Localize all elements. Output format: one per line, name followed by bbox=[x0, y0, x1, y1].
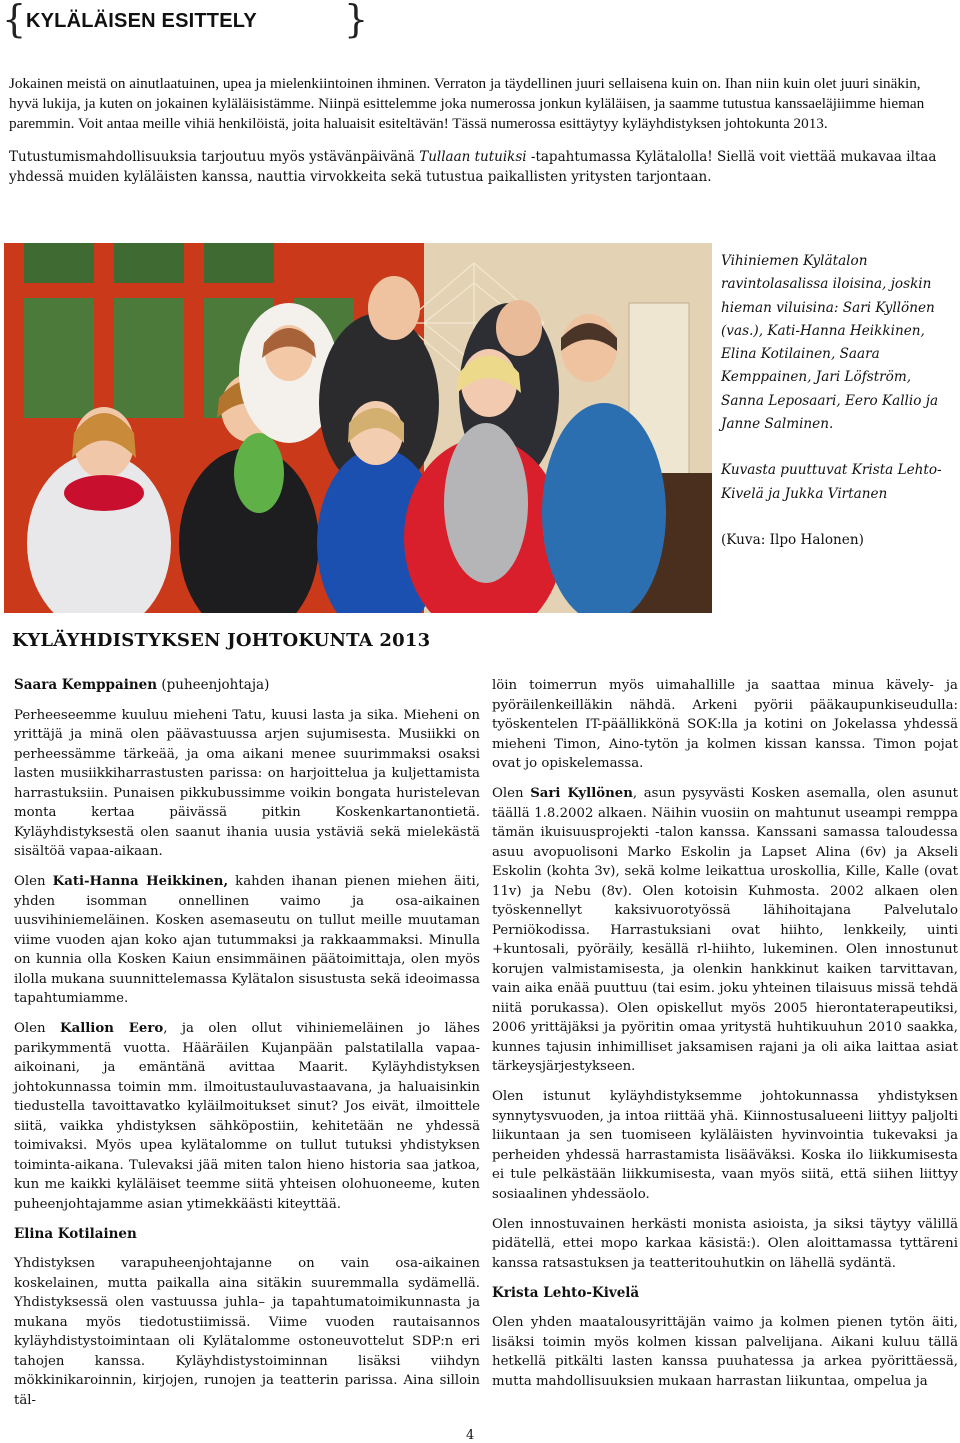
saara-bio: Perheeseemme kuuluu mieheni Tatu, kuusi lasta ja sika. Mieheni on yrittäjä ja minä olen päävastuussa arjen sujumisesta. Musiikki on perheessämme tärkeää, ja oma aikani menee suurimmaksi osaksi lasten musiikkiharrastusten parissa: on harjoittelua ja kuljettamista harrastuksiin. Punaisen pikkubussimme voikin bongata huristelevan monta kertaa päivässä pitkin Koskenkartanontietä. Kyläyhdistyksestä olen saanut ihania uusia ystäviä sekä mielekästä sisältöä vapaa-aikaan. bbox=[14, 707, 480, 859]
left-brace: { bbox=[2, 0, 27, 41]
sari-name: Sari Kyllönen bbox=[530, 786, 633, 801]
intro-paragraph-2 bbox=[9, 147, 953, 187]
elina-bio: Yhdistyksen varapuheenjohtajanne on vain osa-aikainen koskelainen, mutta paikalla aina sitäkin suuremmalla sydämellä. Yhdistyksessä olen vastuussa juhla– ja tapahtumatoimikunnasta ja mukana myös tiedotustiimissä. Viime vuoden rautaisannos kyläyhdistystoimintaan oli Kylätalomme ostoneuvottelut SDP:n eri tahojen kanssa. Kyläyhdistystoiminnan lisäksi viihdyn mökkinikaroinnin, kirjojen, runojen ja teatterin parissa. Aina silloin täl- bbox=[14, 1256, 480, 1408]
intro-text bbox=[9, 74, 953, 200]
eero-name: Kallion Eero bbox=[60, 1021, 164, 1036]
kati-intro: Olen bbox=[14, 874, 53, 889]
intro-paragraph-1: Jokainen meistä on ainutlaatuinen, upea ja mielenkiintoinen ihminen. Verraton ja täydellinen juuri sellaisena kuin on. Ihan niin kuin olet juuri sinäkin, hyvä lukija, ja kuten on jokainen kyläläisistämme. Niinpä esittelemme joka numerossa jonkun kyläläisen, ja saamme tutustua kanssaeläjiimme hieman paremmin. Voit antaa meille vihiä henkilöistä, joita haluaisit esiteltävän! Tässä numerossa esittäytyy kyläyhdistyksen johtokunta 2013. bbox=[9, 75, 925, 132]
sari-intro: Olen bbox=[492, 786, 531, 801]
group-photo-image bbox=[4, 243, 712, 613]
photo-credit: (Kuva: Ilpo Halonen) bbox=[721, 531, 864, 548]
section-heading: KYLÄLÄISEN ESITTELY bbox=[26, 10, 257, 32]
saara-name: Saara Kemppainen bbox=[14, 677, 158, 693]
event-name: Tullaan tutuiksi bbox=[419, 149, 527, 165]
kati-bio bbox=[14, 872, 480, 1009]
sari-bio-3: Olen innostuvainen herkästi monista asioista, ja siksi täytyy välillä pidätellä, ettei mopo karkaa käsistä:). Olen aloittamassa tyttäreni kanssa ratsastuksen ja teatteritouhutkin on lähellä sydäntä. bbox=[492, 1216, 958, 1271]
group-photo bbox=[4, 243, 712, 613]
elina-bio-continued: löin toimerrun myös uimahallille ja saattaa minua kävely- ja pyöräilenkeilläkin nähdä. Arkeni pyörii pääkaupunkiseudulla: työskentelen IT-päällikkönä SOK:lla ja kotini on Jokelassa yhdessä mieheni Timon, Aino-tytön ja kolmen kissan kanssa. Timon pojat ovat jo opiskelemassa. bbox=[492, 678, 958, 771]
krista-bio: Olen yhden maatalousyrittäjän vaimo ja kolmen pienen tytön äiti, lisäksi toimin myös kolmen kissan palvelijana. Aikani kuluu tällä hetkellä pitkälti lasten kanssa puuhatessa ja arkea pyörittäessä, mutta mahdollisuuksien mukaan harrastan liikuntaa, ompelua ja bbox=[492, 1315, 958, 1389]
eero-bio bbox=[14, 1019, 480, 1214]
board-section-title: KYLÄYHDISTYKSEN JOHTOKUNTA 2013 bbox=[12, 630, 431, 651]
intro-p2-start: Tutustumismahdollisuuksia tarjoutuu myös ystävänpäivänä bbox=[9, 149, 420, 165]
right-column bbox=[492, 676, 958, 1402]
section-header bbox=[0, 0, 380, 44]
elina-heading: Elina Kotilainen bbox=[14, 1225, 137, 1242]
kati-name: Kati-Hanna Heikkinen, bbox=[52, 874, 229, 889]
sari-text: , asun pysyvästi Kosken asemalla, olen asunut täällä 1.8.2002 alkaen. Näihin vuosiin on mahtunut useampi remppa tämän ikuisuusprojekti -talon kanssa. Kanssani samassa taloudessa asuu avopuolisoni Marko Eskolin ja Lapset Alina (6v) ja Akseli Eskolin (kohta 3v), sekä kolme leikattua uroskollia, Kille, Kalle (ovat 11v) ja Nebu (8v). Olen kotoisin Kuhmosta. 2002 alkaen olen työskennellyt kaksivuorotyössä lähihoitajana Palvelutalo Perniökodissa. Harrastuksiani ovat hiihto, lenkkeily, uinti +kuntosali, pyöräily, kesällä rl-hiihto, lukeminen. Olen innostunut korujen valmistamisesta, ja olenkin hankkinut kaiken tarvittavan, vain aika enää puuttuu (tai esim. joku yhteinen tilaisuus missä tehdä niitä porukassa). Olen opiskellut myös 2005 hierontaterapeutiksi, 2006 yrittäjäksi ja pyöritin omaa yritystä huhtikuuhun 2010 saakka, kunnes tajusin inhimilliset jaksamisen rajani ja oli aika laittaa asiat tärkeysjärjestykseen. bbox=[492, 786, 958, 1074]
eero-intro: Olen bbox=[14, 1021, 61, 1036]
krista-heading: Krista Lehto-Kivelä bbox=[492, 1284, 640, 1301]
caption-names: Vihiniemen Kylätalon ravintolasalissa iloisina, joskin hieman viluisina: Sari Kyllönen (vas.), Kati-Hanna Heikkinen, Elina Kotilainen, Saara Kemppainen, Jari Löfström, Sanna Leposaari, Eero Kallio ja Janne Salminen. bbox=[721, 253, 939, 433]
saara-heading bbox=[14, 676, 480, 696]
right-brace: } bbox=[344, 0, 369, 41]
page-number: 4 bbox=[466, 1428, 475, 1443]
sari-bio-2: Olen istunut kyläyhdistyksemme johtokunnassa yhdistyksen synnytysvuoden, ja intoa riittää yhä. Kiinnostusalueeni liittyy paljolti liikuntaan ja sen tuomiseen kyläläisten hyvinvointia tukevaksi ja perheiden yhdessä harrastamista lisääväksi. Koska ilo liikkumisesta ei tule pelkästään liikkumisesta, vaan myös siitä, että siihen liittyy sosiaalinen yhdessäolo. bbox=[492, 1089, 958, 1202]
left-column bbox=[14, 676, 480, 1421]
intro-p2-end: -tapahtumassa Kylätalolla! Siellä voit viettää mukavaa iltaa yhdessä muiden kyläläisten kanssa, nauttia virvokkeita sekä tutustua paikallisten yritysten tarjontaan. bbox=[9, 149, 937, 185]
caption-missing: Kuvasta puuttuvat Krista Lehto-Kivelä ja Jukka Virtanen bbox=[721, 462, 942, 502]
sari-bio bbox=[492, 784, 958, 1077]
photo-caption bbox=[721, 250, 953, 575]
saara-role: (puheenjohtaja) bbox=[157, 677, 270, 693]
eero-text: , ja olen ollut vihiniemeläinen jo lähes parikymmentä vuotta. Hääräilen Kujanpään palstatilalla vapaa-aikoinani, ja emäntänä avittaa Maarit. Kyläyhdistyksen johtokunnassa toimin mm. ilmoitustauluvastaavana, ja haluaisinkin tiedustella tavoittavatko kyläilmoitukset sinut? Jos eivät, ilmoittele siitä, vaikka yhdistyksen sähköpostiin, kehitetään ne yhdessä toimivaksi. Myös upea kylätalomme on tullut tutuksi yhdistyksen toiminta-aikana. Tulevaksi jää miten talon hieno historia saa jatkoa, kun me kaikki kyläläiset teemme siitä yhteisen olohuoneeme, kuten puheenjohtajamme asian ytimekkäästi kiteyttää. bbox=[14, 1021, 480, 1212]
kati-text: kahden ihanan pienen miehen äiti, yhden isomman onnellinen vaimo ja osa-aikainen uusvihiniemeläinen. Kosken asemaseutu on tullut meille muutaman viime vuoden ajan koko ajan tutummaksi ja rakkaammaksi. Minulla on kunnia olla Kosken Kaiun ensimmäinen päätoimittaja, olen myös ilolla mukana suunnittelemassa Kylätalon sisustusta sekä ideoimassa tapahtumiamme. bbox=[14, 874, 480, 1006]
